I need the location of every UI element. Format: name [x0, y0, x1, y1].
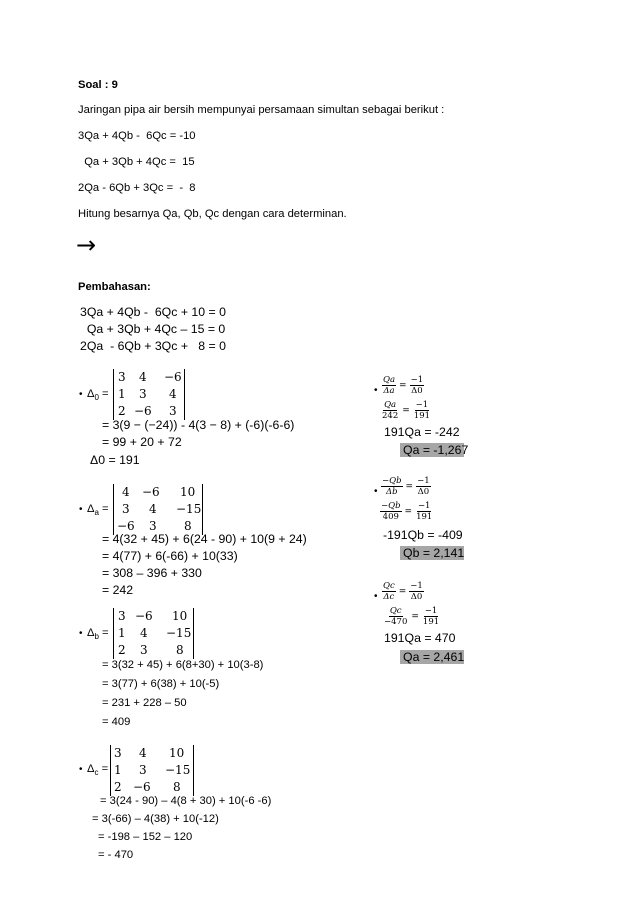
deltac-step-3: = -198 – 152 – 120: [98, 831, 193, 843]
qa-ratio-2: $\frac{Qa}{242}$ = $\frac{-1}{191}$: [382, 400, 431, 421]
bullet-icon: •: [79, 628, 83, 639]
qa-equation: 191Qa = -242: [384, 425, 460, 439]
deltab-step-3: = 231 + 228 – 50: [102, 697, 187, 709]
problem-intro: Jaringan pipa air bersih mempunyai persamaan simultan sebagai berikut :: [78, 104, 445, 116]
bullet-icon: •: [79, 389, 83, 400]
deltaa-step-3: = 308 – 396 + 330: [102, 566, 202, 580]
delta0-step-2: = 99 + 20 + 72: [102, 435, 182, 449]
qc-ratio-1: $\frac{Qc}{\Delta c}$ = $\frac{-1}{\Delta 0}$: [383, 581, 423, 602]
delta0-result: Δ0 = 191: [90, 453, 140, 467]
qc-result: Qa = 2,461: [403, 650, 465, 664]
qb-ratio-1: $\frac{-Qb}{\Delta b}$ = $\frac{-1}{\Delta 0}$: [382, 476, 430, 497]
deltab-label: $\Delta_b$ =: [87, 627, 109, 642]
solution-equation-1: 3Qa + 4Qb - 6Qc + 10 = 0: [80, 305, 226, 319]
qa-result: Qa = -1,267: [403, 443, 469, 457]
deltaa-matrix: 4 −6 10 3 4 −15 −6 3 8: [113, 484, 203, 535]
bullet-icon: •: [79, 764, 83, 775]
deltaa-label: $\Delta_a$ =: [87, 503, 109, 518]
qb-ratio-2: $\frac{-Qb}{409}$ = $\frac{-1}{191}$: [381, 501, 433, 522]
bullet-icon: •: [374, 591, 378, 602]
qc-equation: 191Qa = 470: [384, 631, 456, 645]
delta0-step-1: = 3(9 − (−24)) - 4(3 − 8) + (-6)(-6-6): [102, 418, 295, 432]
problem-title: Soal : 9: [78, 79, 118, 91]
deltac-step-4: = - 470: [98, 849, 134, 861]
qc-ratio-2: $\frac{Qc}{-470}$ = $\frac{-1}{191}$: [384, 606, 440, 627]
problem-task: Hitung besarnya Qa, Qb, Qc dengan cara determinan.: [78, 208, 347, 220]
right-arrow-icon: →: [76, 231, 97, 259]
deltac-matrix: 3 4 10 1 3 −15 2 −6 8: [110, 745, 194, 796]
deltac-step-2: = 3(-66) – 4(38) + 10(-12): [92, 813, 219, 825]
delta0-matrix: 3 4 −6 1 3 4 2 −6 3: [113, 369, 185, 420]
qb-equation: -191Qb = -409: [383, 528, 463, 542]
deltaa-step-2: = 4(77) + 6(-66) + 10(33): [102, 549, 238, 563]
deltab-matrix: 3 −6 10 1 4 −15 2 3 8: [113, 608, 194, 659]
solution-equation-2: Qa + 3Qb + 4Qc – 15 = 0: [80, 322, 226, 336]
qa-ratio-1: $\frac{Qa}{\Delta a}$ = $\frac{-1}{\Delta 0}$: [383, 375, 424, 396]
bullet-icon: •: [374, 385, 378, 396]
delta0-label: $\Delta_0$ =: [87, 388, 109, 403]
bullet-icon: •: [374, 486, 378, 497]
deltaa-step-4: = 242: [102, 583, 134, 597]
qb-result: Qb = 2,141: [403, 546, 465, 560]
solution-heading: Pembahasan:: [78, 281, 151, 293]
problem-equation-3: 2Qa - 6Qb + 3Qc = - 8: [78, 182, 196, 194]
deltab-step-2: = 3(77) + 6(38) + 10(-5): [102, 678, 220, 690]
deltaa-step-1: = 4(32 + 45) + 6(24 - 90) + 10(9 + 24): [102, 532, 307, 546]
solution-equation-3: 2Qa - 6Qb + 3Qc + 8 = 0: [80, 339, 226, 353]
deltab-step-1: = 3(32 + 45) + 6(8+30) + 10(3-8): [102, 659, 264, 671]
problem-equation-2: Qa + 3Qb + 4Qc = 15: [78, 156, 195, 168]
deltac-label: $\Delta_c$ =: [87, 763, 109, 778]
deltac-step-1: = 3(24 - 90) – 4(8 + 30) + 10(-6 -6): [100, 795, 272, 807]
deltab-step-4: = 409: [102, 716, 131, 728]
bullet-icon: •: [79, 504, 83, 515]
problem-equation-1: 3Qa + 4Qb - 6Qc = -10: [78, 130, 196, 142]
